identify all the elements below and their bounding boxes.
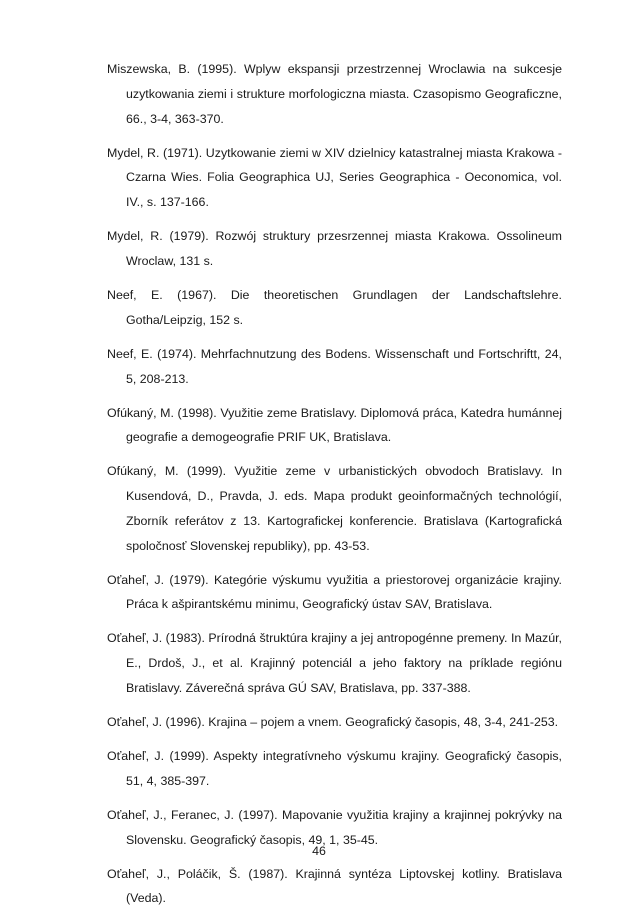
reference-entry: Oťaheľ, J. (1979). Kategórie výskumu využitia a priestorovej organizácie krajiny. Práca k ašpirantskému minimu, Geografický ústav SAV, Bratislava.: [107, 572, 562, 612]
page-number: 46: [312, 844, 326, 858]
reference-entry: Ofúkaný, M. (1998). Využitie zeme Bratislavy. Diplomová práca, Katedra humánnej geografie a demogeografie PRIF UK, Bratislava.: [107, 405, 562, 445]
reference-entry: Oťaheľ, J. (1996). Krajina – pojem a vnem. Geografický časopis, 48, 3-4, 241-253.: [107, 715, 559, 730]
reference-entry: Oťaheľ, J. (1999). Aspekty integratívneho výskumu krajiny. Geografický časopis, 51, 4, 385-397.: [107, 749, 562, 788]
reference-list: [107, 57, 562, 920]
reference-entry: Neef, E. (1967). Die theoretischen Grundlagen der Landschaftslehre. Gotha/Leipzig, 152 s.: [107, 287, 562, 327]
reference-entry: Oťaheľ, J., Feranec, J. (1997). Mapovanie využitia krajiny a krajinnej pokrývky na Slovensku. Geografický časopis, 49, 1, 35-45.: [107, 807, 562, 847]
reference-entry: Neef, E. (1974). Mehrfachnutzung des Bodens. Wissenschaft und Fortschriftt, 24, 5, 208-213.: [107, 346, 562, 386]
reference-entry: Mydel, R. (1979). Rozwój struktury przesrzennej miasta Krakowa. Ossolineum Wroclaw, 131 s.: [107, 229, 562, 268]
reference-entry: Ofúkaný, M. (1999). Využitie zeme v urbanistických obvodoch Bratislavy. In Kusendová, D., Pravda, J. eds. Mapa produkt geoinformačných technológií, Zborník referátov z 13. Kartografickej konferencie. Bratislava (Kartografická spoločnosť Slovenskej republiky), pp. 43-53.: [107, 464, 562, 553]
reference-entry: Oťaheľ, J. (1983). Prírodná štruktúra krajiny a jej antropogénne premeny. In Mazúr, E., Drdoš, J., et al. Krajinný potenciál a jeho faktory na príklade regiónu Bratislavy. Záverečná správa GÚ SAV, Bratislava, pp. 337-388.: [107, 631, 562, 696]
reference-entry: Mydel, R. (1971). Uzytkowanie ziemi w XIV dzielnicy katastralnej miasta Krakowa - Czarna Wies. Folia Geographica UJ, Series Geographica - Oeconomica, vol. IV., s. 137-166.: [107, 145, 562, 210]
reference-entry: Oťaheľ, J., Poláčik, Š. (1987). Krajinná syntéza Liptovskej kotliny. Bratislava (Veda).: [107, 866, 562, 906]
reference-entry: Miszewska, B. (1995). Wplyw ekspansji przestrzennej Wroclawia na sukcesje uzytkowania ziemi i strukture morfologiczna miasta. Czasopismo Geograficzne, 66., 3-4, 363-370.: [107, 62, 562, 126]
